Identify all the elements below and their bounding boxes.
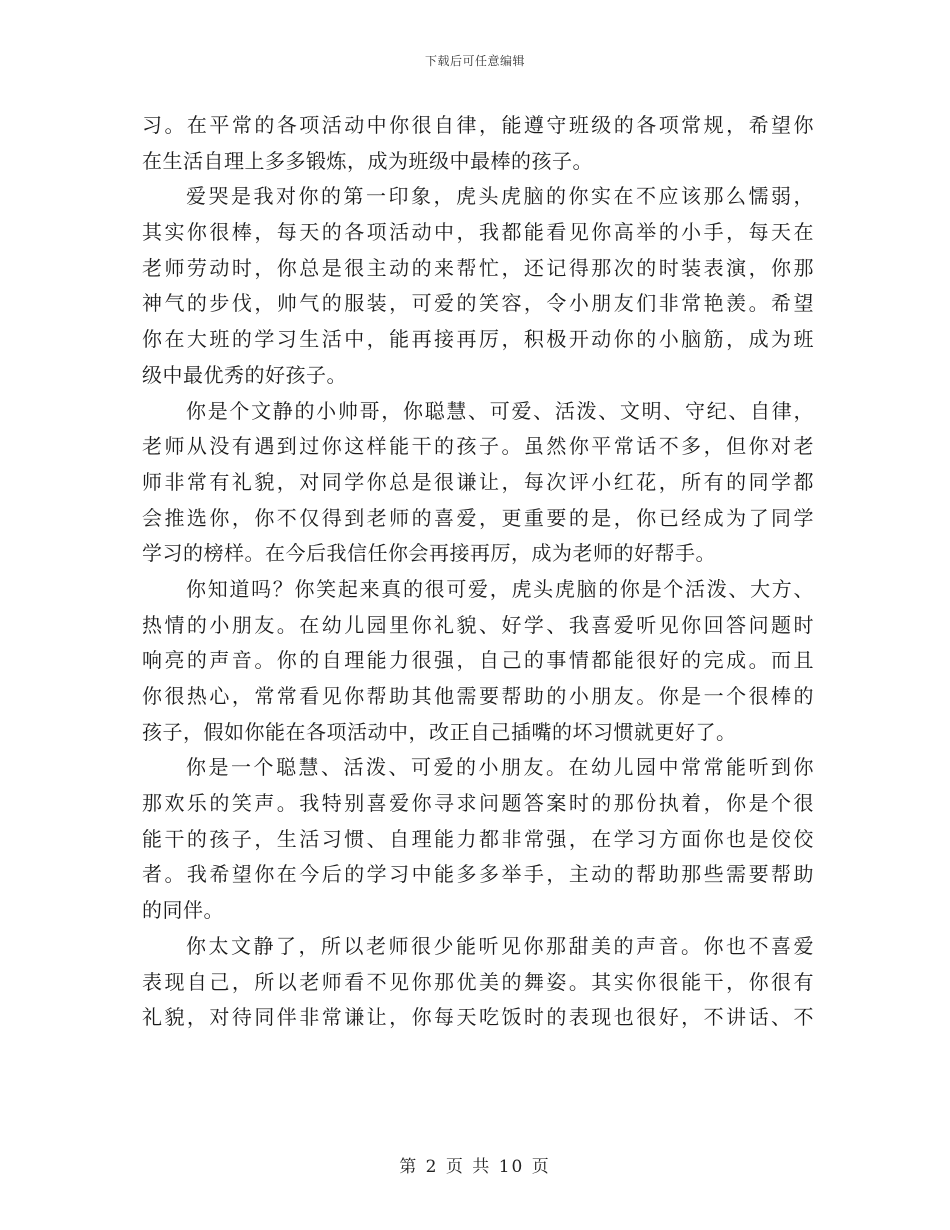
text-line: 响亮的声音。你的自理能力很强，自己的事情都能很好的完成。而且: [142, 648, 814, 673]
page-footer: 第 2 页 共 10 页: [399, 1157, 551, 1177]
text-line: 你在大班的学习生活中，能再接再厉，积极开动你的小脑筋，成为班: [142, 327, 814, 352]
text-line: 习。在平常的各项活动中你很自律，能遵守班级的各项常规，希望你: [142, 113, 814, 137]
text-line: 者。我希望你在今后的学习中能多多举手，主动的帮助那些需要帮助: [142, 862, 814, 887]
text-line: 你太文静了，所以老师很少能听见你那甜美的声音。你也不喜爱: [186, 933, 814, 958]
text-line: 那欢乐的笑声。我特别喜爱你寻求问题答案时的那份执着，你是个很: [142, 791, 814, 816]
text-line: 礼貌，对待同伴非常谦让，你每天吃饭时的表现也很好，不讲话、不: [142, 1005, 814, 1030]
text-line: 热情的小朋友。在幼儿园里你礼貌、好学、我喜爱听见你回答问题时: [142, 612, 814, 637]
text-line: 你很热心，常常看见你帮助其他需要帮助的小朋友。你是一个很棒的: [142, 684, 814, 708]
text-line: 孩子，假如你能在各项活动中，改正自己插嘴的坏习惯就更好了。: [142, 719, 737, 744]
text-line: 表现自己，所以老师看不见你那优美的舞姿。其实你很能干，你很有: [142, 969, 814, 994]
text-line: 神气的步伐，帅气的服装，可爱的笑容，令小朋友们非常艳羡。希望: [142, 291, 814, 316]
text-line: 在生活自理上多多锻炼，成为班级中最棒的孩子。: [142, 148, 593, 173]
text-line: 你知道吗？你笑起来真的很可爱，虎头虎脑的你是个活泼、大方、: [186, 576, 814, 601]
text-line: 学习的榜样。在今后我信任你会再接再厉，成为老师的好帮手。: [142, 541, 716, 566]
page-header: 下载后可任意编辑: [424, 54, 525, 68]
text-line: 会推选你，你不仅得到老师的喜爱，更重要的是，你已经成为了同学: [142, 505, 814, 530]
text-line: 你是一个聪慧、活泼、可爱的小朋友。在幼儿园中常常能听到你: [186, 755, 814, 780]
text-line: 你是个文静的小帅哥，你聪慧、可爱、活泼、文明、守纪、自律，: [186, 398, 814, 423]
text-line: 老师从没有遇到过你这样能干的孩子。虽然你平常话不多，但你对老: [142, 434, 814, 459]
text-line: 能干的孩子，生活习惯、自理能力都非常强，在学习方面你也是佼佼: [142, 826, 814, 851]
text-line: 级中最优秀的好孩子。: [142, 362, 347, 387]
text-line: 师非常有礼貌，对同学你总是很谦让，每次评小红花，所有的同学都: [142, 469, 814, 494]
document-body: [142, 108, 814, 1036]
text-line: 其实你很棒，每天的各项活动中，我都能看见你高举的小手，每天在: [142, 220, 814, 245]
text-line: 爱哭是我对你的第一印象，虎头虎脑的你实在不应该那么懦弱，: [186, 184, 814, 209]
text-line: 的同伴。: [142, 898, 224, 923]
text-line: 老师劳动时，你总是很主动的来帮忙，还记得那次的时装表演，你那: [142, 255, 814, 280]
